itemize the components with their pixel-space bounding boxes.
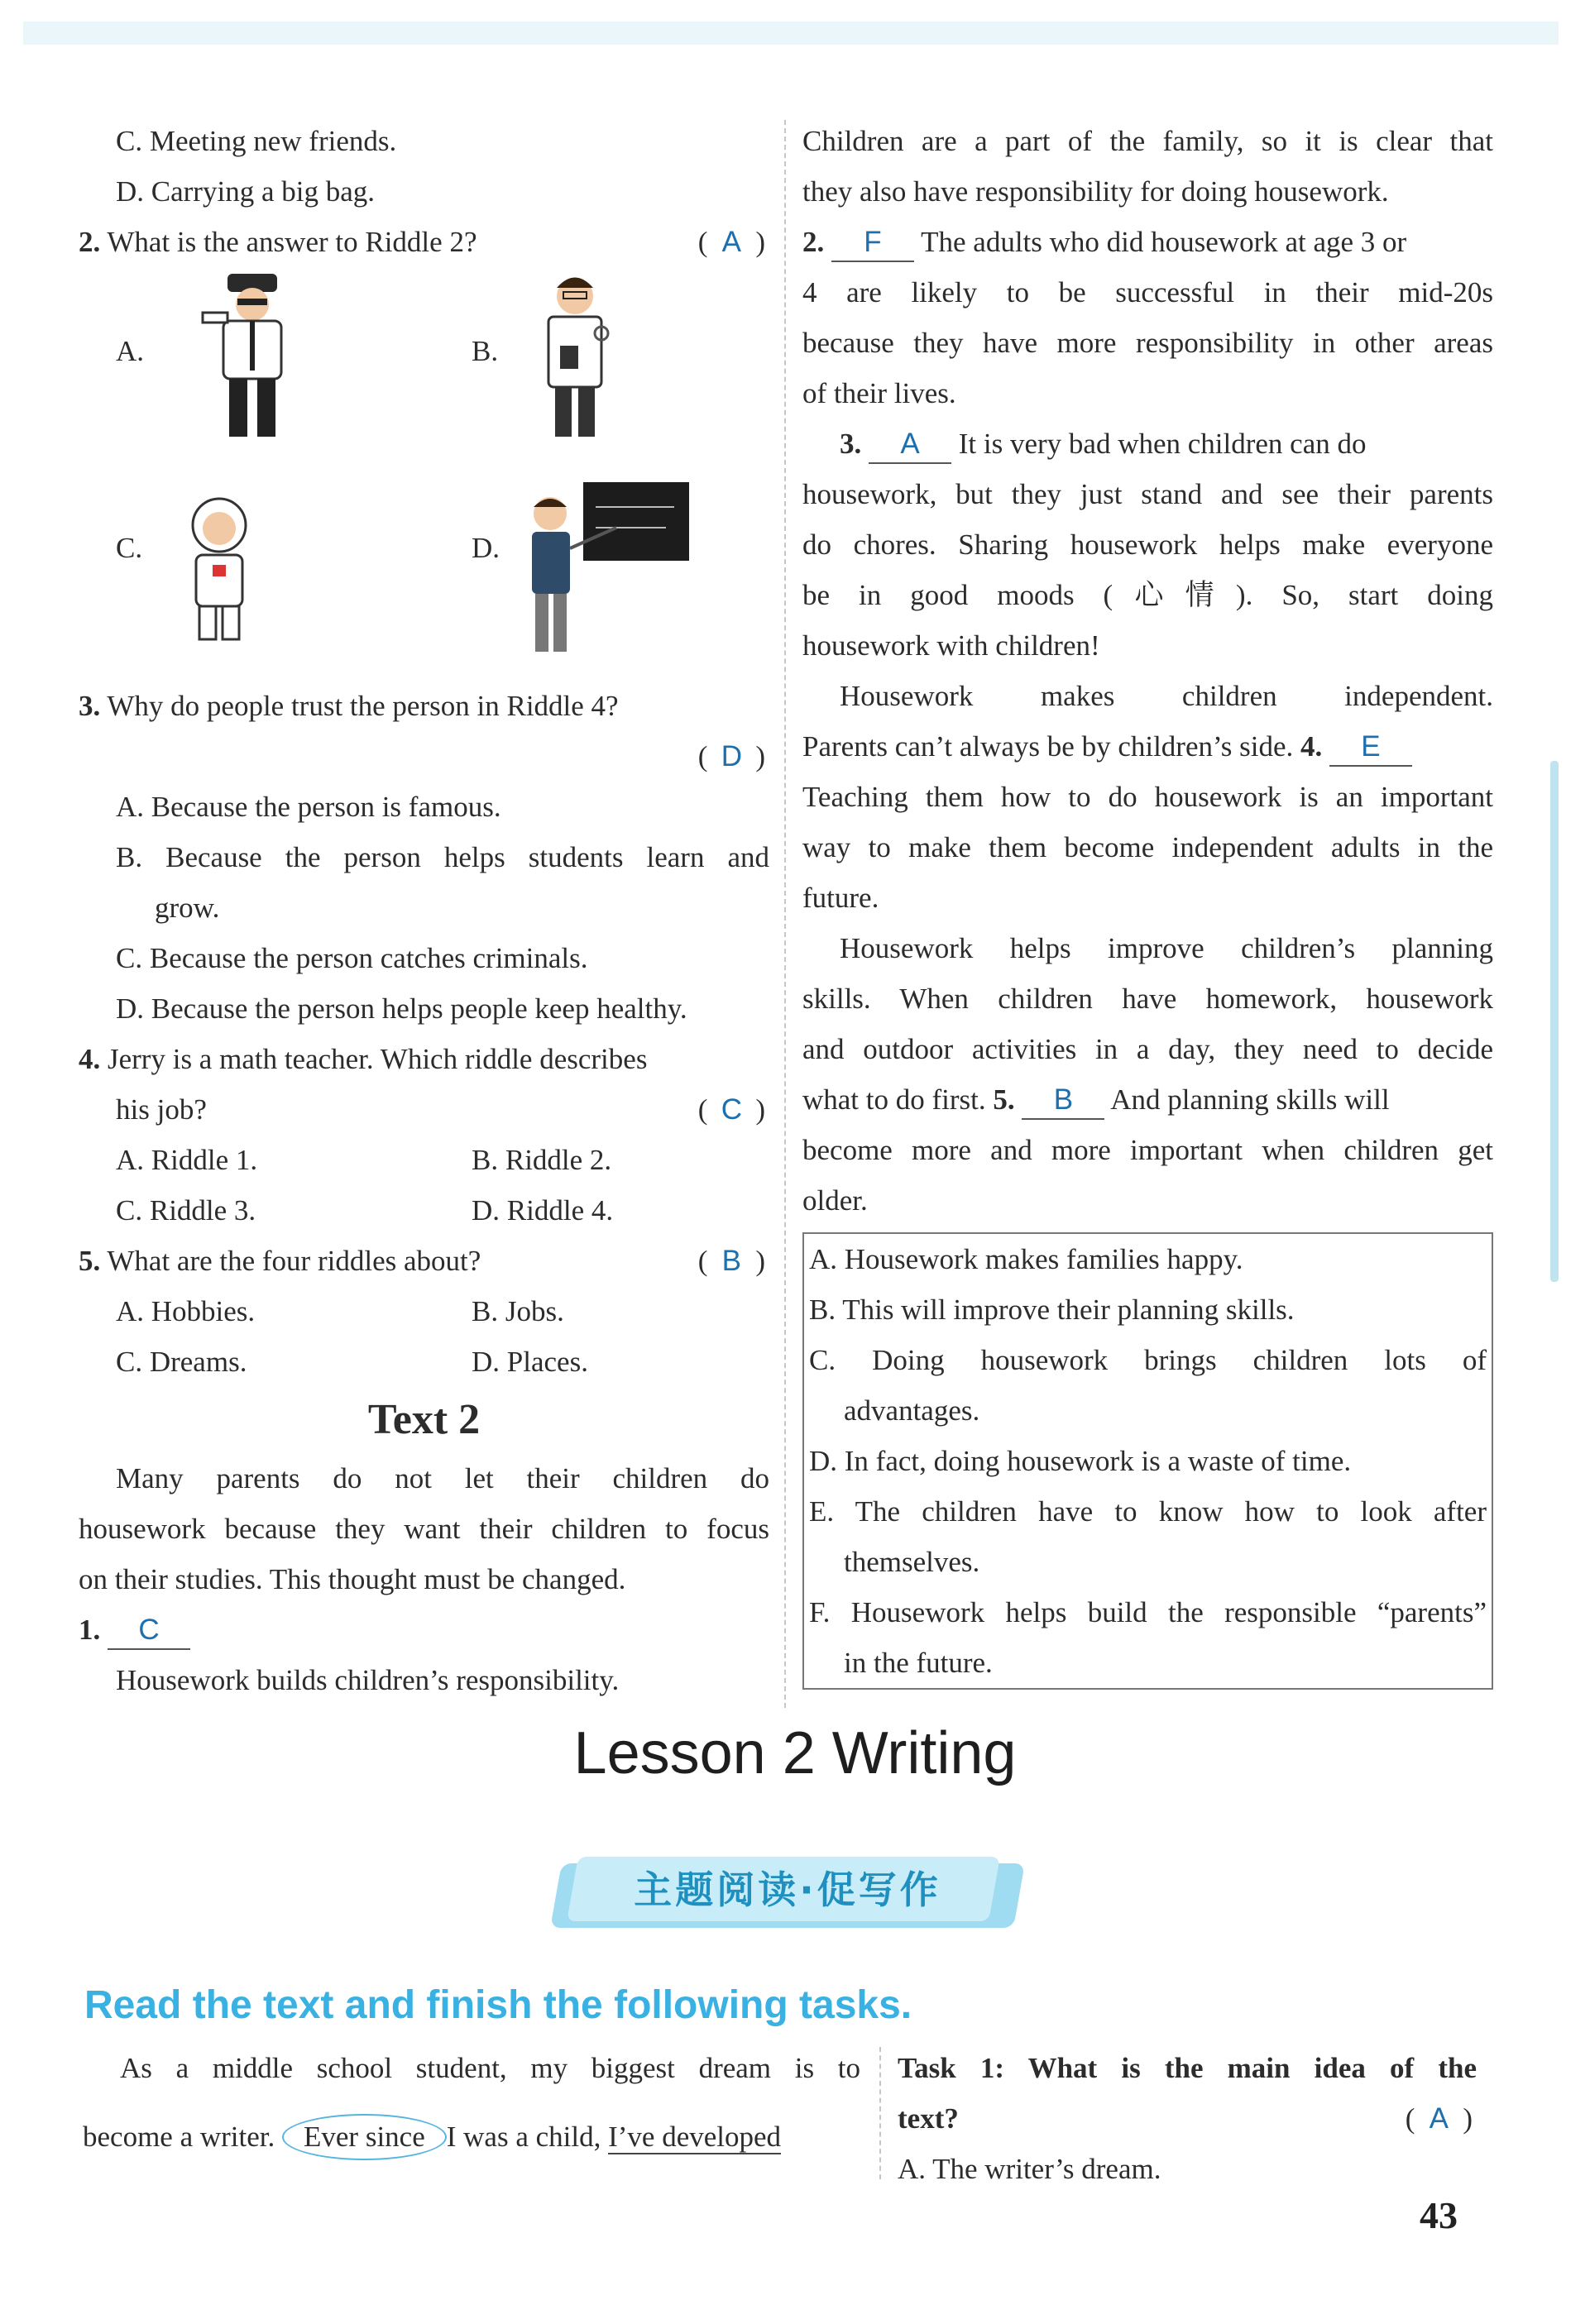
q5-text: What are the four riddles about? (107, 1245, 481, 1277)
blank-3-answer: A (869, 426, 951, 464)
q3-text: Why do people trust the person in Riddle 4? (107, 690, 619, 722)
bl-line-2 (83, 2111, 860, 2162)
bottom-left-text (83, 2043, 860, 2162)
box-option-d: D. In fact, doing housework is a waste of time. (809, 1445, 1352, 1477)
q2-text: What is the answer to Riddle 2? (107, 226, 477, 258)
q4-answer-box: ( C ) (698, 1084, 765, 1135)
bl-line-2-mid: I was a child, (446, 2121, 601, 2153)
blank-5-row (802, 1074, 1493, 1125)
q3-option-d: D. Because the person helps people keep healthy. (116, 992, 687, 1025)
box-option-a: A. Housework makes families happy. (809, 1243, 1243, 1275)
q5-options-row-2 (79, 1337, 769, 1387)
task1-option-a: A. The writer’s dream. (898, 2153, 1161, 2185)
q4-option-a: A. Riddle 1. (116, 1144, 258, 1176)
top-decor-bar (23, 22, 1559, 45)
box-option-e: E. The children have to know how to look after (809, 1495, 1487, 1528)
text2-line-3: on their studies. This thought must be changed. (79, 1563, 626, 1595)
q3-option-a: A. Because the person is famous. (116, 791, 501, 823)
task1-text: What is the main idea of the (1027, 2052, 1477, 2084)
blank-2-text: The adults who did housework at age 3 or (921, 226, 1407, 258)
q3-option-c: C. Because the person catches criminals. (116, 942, 588, 974)
q2-figure-row-2 (79, 490, 769, 681)
blank-4-pre: Parents can’t always be by children’s side. (802, 730, 1294, 763)
blank-5-answer: B (1022, 1082, 1104, 1120)
blank-2-number: 2. (802, 226, 825, 258)
r-line-19: and outdoor activities in a day, they need to decide (802, 1033, 1493, 1065)
r-line-17: Housework helps improve children’s planning (840, 932, 1493, 964)
blank-4-row (802, 721, 1493, 772)
q3-answer: D (721, 740, 742, 772)
right-column (802, 116, 1493, 1690)
q5-answer-box: ( B ) (698, 1236, 765, 1286)
box-option-f: F. Housework helps build the responsible “parents” (809, 1596, 1487, 1628)
q5-options-row-1 (79, 1286, 769, 1337)
box-option-b: B. This will improve their planning skills. (809, 1294, 1295, 1326)
q5-option-d: D. Places. (472, 1346, 588, 1378)
blank-2-answer: F (831, 224, 914, 262)
box-option-e-cont: themselves. (844, 1546, 980, 1578)
blank-5-pre: what to do first. (802, 1083, 986, 1116)
fig-label-c: C. (116, 532, 143, 564)
fig-label-a: A. (116, 335, 145, 367)
blank-1-row (79, 1604, 769, 1655)
r-line-1: Children are a part of the family, so it is clear that (802, 125, 1493, 157)
r-line-11: housework with children! (802, 629, 1100, 662)
q1-option-c: C. Meeting new friends. (116, 125, 397, 157)
text2-line-1: Many parents do not let their children do (116, 1462, 769, 1494)
r-line-2: they also have responsibility for doing housework. (802, 175, 1389, 208)
options-box (802, 1232, 1493, 1690)
r-line-21: become more and more important when children get (802, 1134, 1493, 1166)
q4-options-row-2 (79, 1185, 769, 1236)
q4-option-d: D. Riddle 4. (472, 1194, 614, 1227)
blank-1-number: 1. (79, 1614, 101, 1646)
r-line-4: 4 are likely to be successful in their mid-20s (802, 276, 1493, 308)
text-2-title: Text 2 (367, 1396, 481, 1443)
task1-label: Task 1: (898, 2052, 1005, 2084)
astronaut-illustration (161, 490, 277, 656)
blank-5-post: And planning skills will (1110, 1083, 1390, 1116)
box-option-f-cont: in the future. (844, 1647, 993, 1679)
blank-5-number: 5. (993, 1083, 1015, 1116)
task1-line-1 (898, 2043, 1477, 2093)
question-5 (79, 1236, 769, 1286)
teacher-illustration (509, 482, 699, 664)
q5-option-a: A. Hobbies. (116, 1295, 256, 1327)
box-option-c-cont: advantages. (844, 1394, 980, 1427)
r-line-10: be in good moods (心情). So, start doing (802, 579, 1493, 611)
task1-answer: A (1429, 2102, 1449, 2135)
q1-option-d: D. Carrying a big bag. (116, 175, 375, 208)
underlined-phrase: I’ve developed (608, 2121, 782, 2153)
q5-option-b: B. Jobs. (472, 1295, 564, 1327)
q5-number: 5. (79, 1245, 101, 1277)
q4-option-c: C. Riddle 3. (116, 1194, 256, 1227)
task1-text-2: text? (898, 2102, 959, 2135)
blank-1-answer: C (108, 1612, 190, 1650)
question-3 (79, 681, 769, 731)
bottom-column-divider (879, 2047, 881, 2179)
blank-4-answer: E (1329, 729, 1412, 767)
doctor-illustration (509, 267, 641, 449)
r-line-6: of their lives. (802, 377, 956, 409)
blank-2-row (802, 217, 1493, 267)
r-line-8: housework, but they just stand and see their parents (802, 478, 1493, 510)
left-column (79, 116, 769, 1705)
q3-number: 3. (79, 690, 101, 722)
text2-last-line: Housework builds children’s responsibility. (116, 1664, 620, 1696)
circled-phrase: Ever since (282, 2114, 447, 2160)
side-tab-marker (1550, 761, 1559, 1282)
q3-answer-row (79, 731, 769, 782)
page-number: 43 (1420, 2194, 1458, 2236)
q2-answer: A (721, 226, 742, 258)
q2-figure-row-1 (79, 267, 769, 490)
r-line-12: Housework makes children independent. (840, 680, 1493, 712)
task1-answer-box: ( A ) (1406, 2093, 1473, 2144)
section-banner (556, 1857, 1019, 1933)
text2-line-2: housework because they want their children to focus (79, 1513, 769, 1545)
lesson-title: Lesson 2 Writing (573, 1720, 1017, 1786)
r-line-18: skills. When children have homework, housework (802, 983, 1493, 1015)
q4-answer: C (721, 1093, 742, 1126)
q2-number: 2. (79, 226, 101, 258)
q4-number: 4. (79, 1043, 101, 1075)
q5-answer: B (721, 1245, 742, 1277)
police-officer-illustration (186, 267, 318, 449)
blank-3-row (802, 418, 1493, 469)
column-divider (784, 120, 786, 1708)
banner-text: 主题阅读·促写作 (634, 1867, 941, 1912)
r-line-5: because they have more responsibility in other areas (802, 327, 1493, 359)
q4-option-b: B. Riddle 2. (472, 1144, 612, 1176)
q4-text-2: his job? (116, 1093, 207, 1126)
r-line-15: way to make them become independent adults in the (802, 831, 1493, 863)
q4-text: Jerry is a math teacher. Which riddle describes (108, 1043, 648, 1075)
r-line-9: do chores. Sharing housework helps make everyone (802, 528, 1493, 561)
bottom-right-task (898, 2043, 1477, 2194)
r-line-16: future. (802, 882, 879, 914)
q3-answer-box: ( D ) (698, 731, 765, 782)
box-option-c: C. Doing housework brings children lots of (809, 1344, 1487, 1376)
blank-4-number: 4. (1300, 730, 1323, 763)
q3-option-b: B. Because the person helps students learn and (116, 841, 769, 873)
r-line-14: Teaching them how to do housework is an important (802, 781, 1493, 813)
q3-option-b-cont: grow. (155, 892, 220, 924)
q4-options-row-1 (79, 1135, 769, 1185)
question-4-cont (79, 1084, 769, 1135)
fig-label-d: D. (472, 532, 500, 564)
blank-3-number: 3. (840, 428, 862, 460)
question-4 (79, 1034, 769, 1084)
blank-3-text: It is very bad when children can do (958, 428, 1367, 460)
question-2 (79, 217, 769, 267)
bl-line-1: As a middle school student, my biggest dream is to (120, 2052, 860, 2084)
task1-line-2 (898, 2093, 1477, 2144)
fig-label-b: B. (472, 335, 499, 367)
r-line-22: older. (802, 1184, 868, 1217)
bl-line-2-pre: become a writer. (83, 2121, 275, 2153)
q5-option-c: C. Dreams. (116, 1346, 247, 1378)
q2-answer-box: ( A ) (698, 217, 765, 267)
task-instruction-heading: Read the text and finish the following tasks. (84, 1983, 912, 2027)
